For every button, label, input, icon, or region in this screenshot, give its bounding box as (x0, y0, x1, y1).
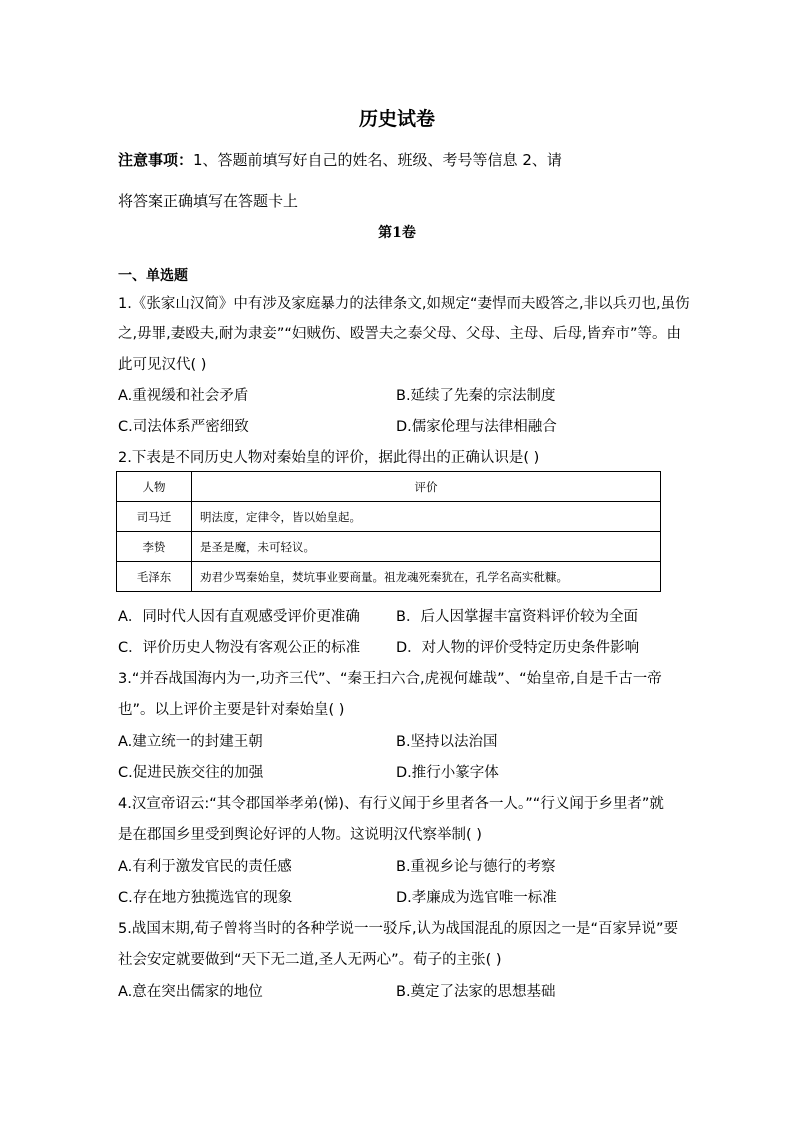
table-row (117, 502, 661, 532)
volume-heading: 第1卷 (378, 225, 416, 241)
evaluation-table (116, 471, 661, 592)
q5-option-a: A.意在突出儒家的地位 (118, 984, 263, 1000)
notice-text-1: 1、答题前填写好自己的姓名、班级、考号等信息 2、请 (193, 151, 562, 169)
table-cell-person: 司马迁 (117, 502, 192, 532)
table-cell-evaluation: 劝君少骂秦始皇，焚坑事业要商量。祖龙魂死秦犹在，孔学名高实秕糠。 (192, 562, 661, 592)
q5-line-1: 5.战国末期,荀子曾将当时的各种学说一一驳斥,认为战国混乱的原因之一是“百家异说”要 (118, 921, 679, 937)
table-header-evaluation: 评价 (192, 472, 661, 502)
q1-line-3: 此可见汉代( ) (118, 357, 207, 373)
table-row (117, 532, 661, 562)
q5-line-2: 社会安定就要做到“天下无二道,圣人无两心”。荀子的主张( ) (118, 952, 502, 968)
table-cell-person: 李贽 (117, 532, 192, 562)
q2-line-1: 2.下表是不同历史人物对秦始皇的评价，据此得出的正确认识是( ) (118, 450, 540, 466)
q3-line-2: 也”。以上评价主要是针对秦始皇( ) (118, 702, 345, 718)
q3-option-b: B.坚持以法治国 (396, 734, 498, 750)
notice-line-1 (118, 149, 562, 170)
q3-option-d: D.推行小篆字体 (396, 765, 499, 781)
notice-line-2: 将答案正确填写在答题卡上 (118, 192, 299, 210)
table-cell-evaluation: 是圣是魔，未可轻议。 (192, 532, 661, 562)
table-header-person: 人物 (117, 472, 192, 502)
q1-option-b: B.延续了先秦的宗法制度 (396, 388, 556, 404)
q4-option-a: A.有利于激发官民的责任感 (118, 859, 292, 875)
table-row (117, 562, 661, 592)
q3-line-1: 3.“并吞战国海内为一,功齐三代”、“秦王扫六合,虎视何雄哉”、“始皇帝,自是千古一帝 (118, 671, 662, 687)
q1-line-2: 之,毋罪,妻殴夫,耐为隶妾”“妇贼伤、殴詈夫之泰父母、父母、主母、后母,皆弃市”等。由 (118, 326, 681, 342)
q3-option-c: C.促进民族交往的加强 (118, 765, 264, 781)
q3-option-a: A.建立统一的封建王朝 (118, 734, 263, 750)
table-cell-evaluation: 明法度，定律令，皆以始皇起。 (192, 502, 661, 532)
table-header-row (117, 472, 661, 502)
q2-option-a: A．同时代人因有直观感受评价更准确 (118, 609, 360, 625)
table-cell-person: 毛泽东 (117, 562, 192, 592)
q1-line-1: 1.《张家山汉简》中有涉及家庭暴力的法律条文,如规定“妻悍而夫殴答之,非以兵刃也,虽伤 (118, 296, 690, 312)
page-title: 历史试卷 (358, 108, 435, 130)
q2-option-c: C．评价历史人物没有客观公正的标准 (118, 640, 361, 656)
q2-option-d: D．对人物的评价受特定历史条件影响 (396, 640, 640, 656)
q4-option-b: B.重视乡论与德行的考察 (396, 859, 556, 875)
notice-label: 注意事项： (118, 151, 194, 169)
section-heading: 一、单选题 (118, 268, 188, 284)
q4-option-c: C.存在地方独揽选官的现象 (118, 890, 293, 906)
q1-option-a: A.重视缓和社会矛盾 (118, 388, 249, 404)
q1-option-c: C.司法体系严密细致 (118, 419, 249, 435)
q5-option-b: B.奠定了法家的思想基础 (396, 984, 556, 1000)
q4-line-1: 4.汉宣帝诏云:“其令郡国举孝弟(悌)、有行义闻于乡里者各一人。”“行义闻于乡里者”就 (118, 796, 664, 812)
q4-option-d: D.孝廉成为选官唯一标准 (396, 890, 557, 906)
q2-option-b: B．后人因掌握丰富资料评价较为全面 (396, 609, 638, 625)
q1-option-d: D.儒家伦理与法律相融合 (396, 419, 557, 435)
q4-line-2: 是在郡国乡里受到舆论好评的人物。这说明汉代察举制( ) (118, 827, 482, 843)
